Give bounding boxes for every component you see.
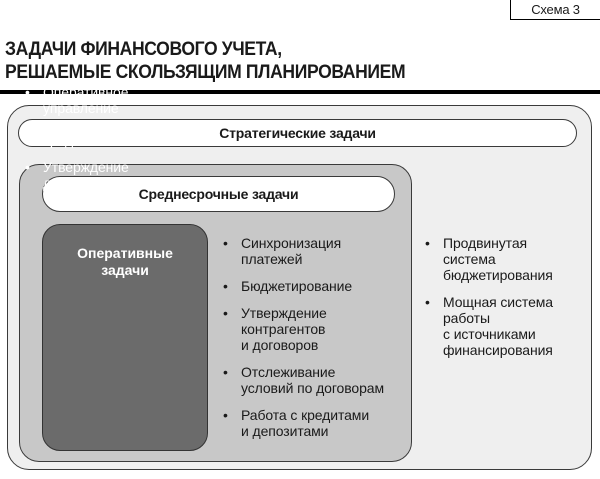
schema-label: Схема 3: [510, 0, 600, 20]
midterm-item-credits-deposits: • Работа с кредитами и депозитами: [219, 407, 409, 439]
operational-item-cash-management: • Оперативное управление денежными средствами: [21, 84, 166, 148]
operational-title-line-1: Оперативные: [77, 245, 173, 261]
strategic-tasks-list: [421, 235, 591, 369]
operational-title-line-2: задачи: [101, 262, 149, 278]
operational-tasks-header: [43, 245, 207, 279]
midterm-item-contract-tracking: • Отслеживание условий по договорам: [219, 364, 409, 396]
strategic-item-advanced-budgeting: • Продвинутая система бюджетирования: [421, 235, 591, 283]
midterm-tasks-list: [219, 235, 409, 450]
strategic-item-financing-sources: • Мощная система работы с источниками финансирования: [421, 294, 591, 358]
operational-item-document-approval: • Утверждение документов: [21, 159, 166, 191]
strategic-tasks-header: Стратегические задачи: [18, 119, 577, 147]
page-title-line-1: ЗАДАЧИ ФИНАНСОВОГО УЧЕТА,: [5, 38, 282, 60]
page-title-line-2: РЕШАЕМЫЕ СКОЛЬЗЯЩИМ ПЛАНИРОВАНИЕМ: [5, 61, 406, 83]
midterm-tasks-header: Среднесрочные задачи: [42, 176, 395, 212]
operational-tasks-panel: [42, 224, 208, 451]
midterm-item-payment-sync: • Синхронизация платежей: [219, 235, 409, 267]
midterm-item-counterparty-approval: • Утверждение контрагентов и договоров: [219, 305, 409, 353]
midterm-item-budgeting: • Бюджетирование: [219, 278, 409, 294]
page-title: [5, 38, 509, 84]
operational-tasks-list: [21, 84, 166, 202]
